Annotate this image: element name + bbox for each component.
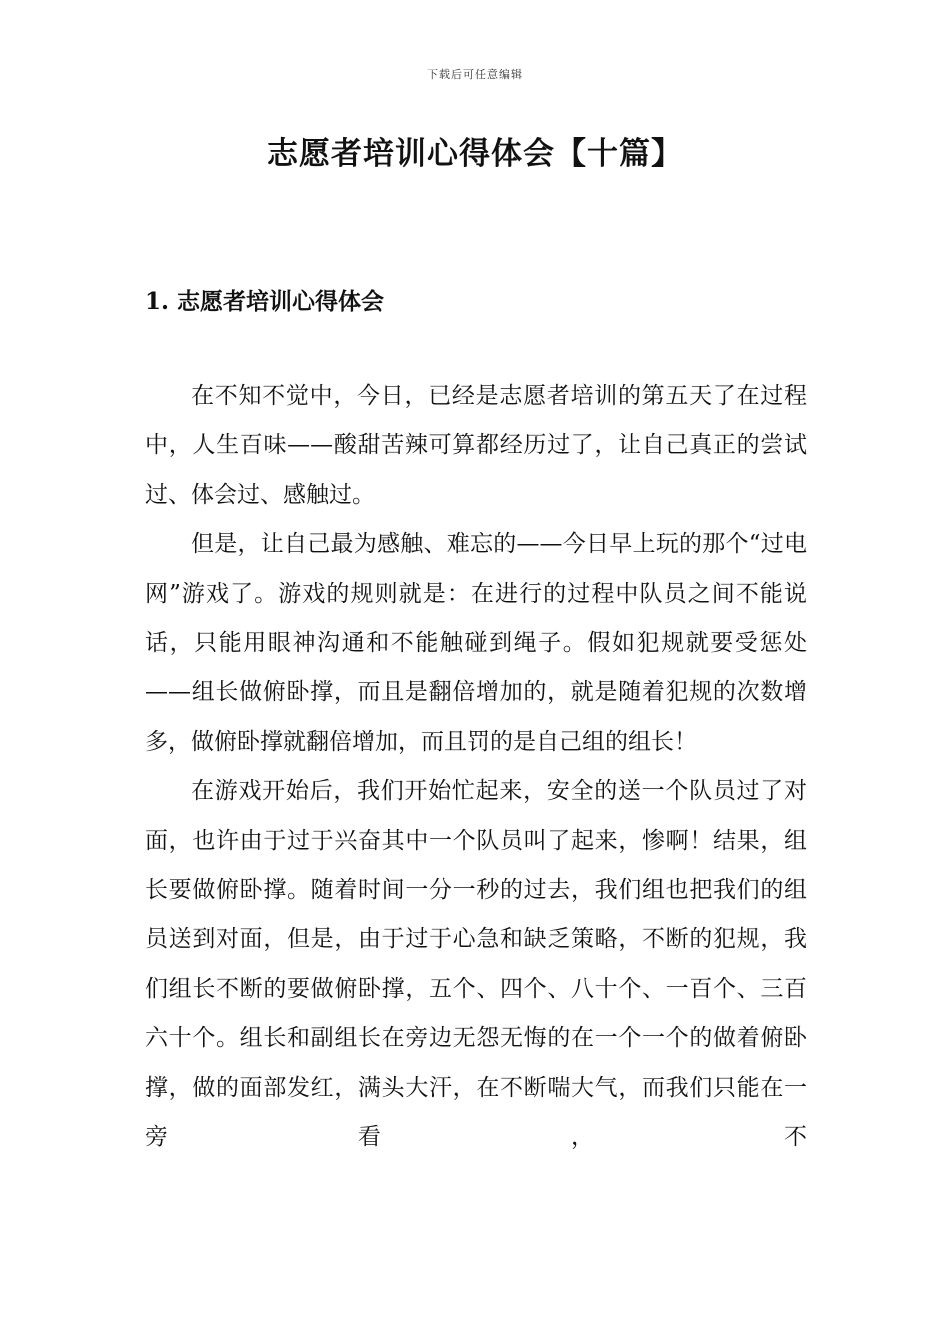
paragraph: 但是，让自己最为感触、难忘的——今日早上玩的那个“过电网”游戏了。游戏的规则就是：在进行的过程中队员之间不能说话，只能用眼神沟通和不能触碰到绳子。假如犯规就要受惩处——组长做俯卧撑，而且是翻倍增加的，就是随着犯规的次数增多，做俯卧撑就翻倍增加，而且罚的是自己组的组长！ [145,531,807,755]
paragraph: 在不知不觉中，今日，已经是志愿者培训的第五天了在过程中，人生百味——酸甜苦辣可算都经历过了，让自己真正的尝试过、体会过、感触过。 [145,383,807,508]
document-title: 志愿者培训心得体会【十篇】 [267,136,683,172]
paragraph: 在游戏开始后，我们开始忙起来，安全的送一个队员过了对面，也许由于过于兴奋其中一个队员叫了起来，惨啊！结果，组长要做俯卧撑。随着时间一分一秒的过去，我们组也把我们的组员送到对面，但是，由于过于心急和缺乏策略，不断的犯规，我们组长不断的要做俯卧撑，五个、四个、八十个、一百个、三百六十个。组长和副组长在旁边无怨无悔的在一个一个的做着俯卧撑，做的面部发红，满头大汗，在不断喘大气，而我们只能在一旁看，不 [145,778,807,1151]
document-body [145,372,807,1163]
header-note: 下载后可任意编辑 [427,68,523,81]
section-heading: 1. 志愿者培训心得体会 [145,288,385,315]
